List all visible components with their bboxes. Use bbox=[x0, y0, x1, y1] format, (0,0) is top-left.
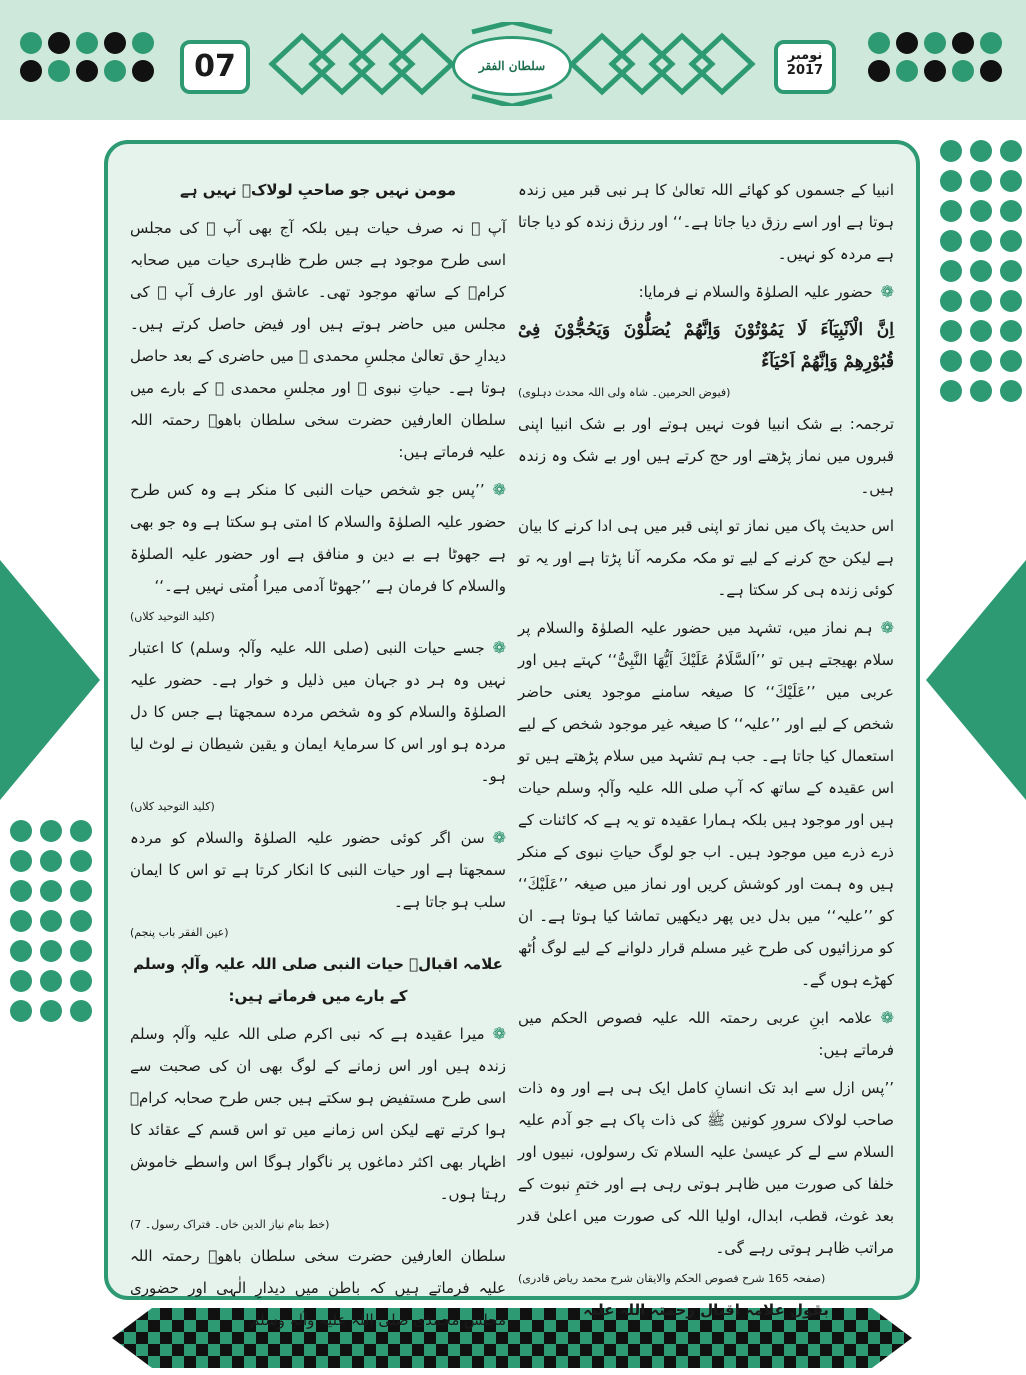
left-column bbox=[130, 174, 506, 1342]
issue-date bbox=[774, 40, 836, 94]
reference: (خط بنام نیاز الدین خاں۔ فتراک رسول۔ 7) bbox=[130, 1218, 330, 1231]
paragraph-text: علامہ ابنِ عربی رحمتہ اللہ علیہ فصوص الحکم میں فرماتے ہیں: bbox=[518, 1009, 894, 1059]
paragraph bbox=[518, 276, 894, 308]
flower-bullet-icon: ❁ bbox=[492, 480, 506, 499]
quote bbox=[130, 474, 506, 602]
paragraph: آپ ﷺ نہ صرف حیات ہیں بلکہ آج بھی آپ ﷺ کی مجلس اسی طرح موجود ہے جس طرح ظاہری حیات میں صحابہ کرامؓ کے ساتھ موجود تھی۔ عاشق اور عارف آپ ﷺ کی مجلس میں حاضر ہوتے ہیں اور فیض حاصل کرتے ہیں۔ دیدارِ حق تعالیٰ مجلسِ محمدی ﷺ میں حاضری کے بعد حاصل ہوتا ہے۔ حیاتِ نبوی ﷺ اور مجلسِ محمدی ﷺ کے بارے میں سلطان العارفین حضرت سخی سلطان باھوؒ رحمتہ اللہ علیہ فرماتے ہیں: bbox=[130, 219, 506, 461]
reference: (عین الفقر باب پنجم) bbox=[130, 926, 229, 939]
paragraph-text: ہم نماز میں، تشہد میں حضور علیہ الصلوٰۃ والسلام پر سلام بھیجتے ہیں تو ’’اَلسَّلَامُ عَلَیْكَ اَیُّھَا النَّبِیُّ‘‘ کہتے ہیں اور عربی میں ’’عَلَیْكَ‘‘ کا صیغہ سامنے موجود یعنی حاضر شخص کے لیے اور ’’علیہ‘‘ کا صیغہ غیر موجود شخص کے لیے استعمال کیا جاتا ہے۔ جب ہم تشہد میں سلام پڑھتے ہیں تو اس عقیدہ کے ساتھ کہ آپ صلی اللہ علیہ وآلہٖ وسلم حیات ہیں اور موجود ہیں بلکہ ہمارا عقیدہ تو یہ ہے کہ کائنات کے ذرے ذرے میں موجود ہیں۔ اب جو لوگ حیاتِ نبوی کے منکر ہیں وہ ہمت اور کوشش کریں اور نماز میں صیغہ ’’عَلَیْكَ‘‘ کو ’’علیہ‘‘ میں بدل دیں پھر دیکھیں تماشا کیا ہوتا ہے۔ ان کو مرزائیوں کی طرح غیر مسلم قرار دلوانے کے لیے لوگ اُٹھ کھڑے ہوں گے۔ bbox=[518, 619, 894, 989]
paragraph: علامہ اقبالؒ حیات النبی صلی اللہ علیہ وآلہٖ وسلم کے بارے میں فرماتے ہیں: bbox=[133, 955, 503, 1005]
flower-bullet-icon: ❁ bbox=[492, 828, 506, 847]
paragraph-text: حضور علیہ الصلوٰۃ والسلام نے فرمایا: bbox=[638, 283, 873, 301]
paragraph-text: سن اگر کوئی حضور علیہ الصلوٰۃ والسلام کو مردہ سمجھتا ہے اور حیات النبی کا انکار کرتا ہے تو اس کا ایمان سلب ہو جاتا ہے۔ bbox=[130, 829, 506, 911]
paragraph bbox=[518, 612, 894, 996]
quote: ’’پس ازل سے ابد تک انسانِ کامل ایک ہی ہے اور وہ ذات صاحب لولاک سرورِ کونین ﷺ کی ذات پاک ہے جو آدم علیہ السلام سے لے کر عیسیٰ علیہ السلام تک رسولوں، نبیوں اور خلفا کی صورت میں ظاہر ہوتی رہی ہے اور ختمِ نبوت کے بعد غوث، قطب، ابدال، اولیا اللہ کی صورت میں اعلیٰ قدر مراتب ظاہر ہوتی رہے گی۔ bbox=[518, 1079, 894, 1257]
quote bbox=[130, 632, 506, 792]
paragraph: اس حدیث پاک میں نماز تو اپنی قبر میں ہی ادا کرنے کا بیان ہے لیکن حج کرنے کے لیے تو مکہ مکرمہ آنا پڑتا ہے اور یہ تو کوئی زندہ ہی کر سکتا ہے۔ bbox=[518, 517, 894, 599]
translation: ترجمہ: بے شک انبیا فوت نہیں ہوتے اور بے شک انبیا اپنی قبروں میں نماز پڑھتے اور حج کرتے ہیں اور بے شک وہ زندہ ہیں۔ bbox=[518, 415, 894, 497]
paragraph: سلطان العارفین حضرت سخی سلطان باھوؒ رحمتہ اللہ علیہ فرماتے ہیں کہ باطن میں دیدارِ الٰہی اور حضوری مجلسِ محمدی صلی اللہ علیہ وآلہٖ وسلم bbox=[130, 1247, 506, 1329]
paragraph-text: میرا عقیدہ ہے کہ نبی اکرم صلی اللہ علیہ وآلہٖ وسلم زندہ ہیں اور اس زمانے کے لوگ بھی ان کی صحبت سے اسی طرح مستفیض ہو سکتے ہیں جس طرح صحابہ کرامؓ ہوا کرتے تھے لیکن اس زمانے میں تو اس قسم کے عقائد کا اظہار بھی اکثر دماغوں پر ناگوار ہوگا اس واسطے خاموش رہتا ہوں۔ bbox=[130, 1025, 506, 1203]
arabic-hadith: اِنَّ الْاَنْبِیَآءَ لَا یَمُوْتُوْنَ وَاِنَّھُمْ یُصَلُّوْنَ وَیَحُجُّوْنَ فِیْ قُبُوْرِھِمْ وَاِنَّھُمْ اَحْیَآءٌ bbox=[518, 320, 894, 372]
paragraph-text: جسے حیات النبی (صلی اللہ علیہ وآلہٖ وسلم) کا اعتبار نہیں وہ ہر دو جہان میں ذلیل و خوار ہے۔ حضور علیہ الصلوٰۃ والسلام کو وہ شخص مردہ سمجھتا ہے جس کا دل مردہ ہو اور اس کا سرمایۂ ایمان و یقین شیطان نے لوٹ لیا ہو۔ bbox=[130, 639, 506, 785]
issue-year: 2017 bbox=[786, 63, 824, 78]
flower-bullet-icon: ❁ bbox=[880, 1008, 894, 1027]
reference: (کلید التوحید کلاں) bbox=[130, 800, 215, 813]
quote bbox=[130, 1018, 506, 1210]
flower-bullet-icon: ❁ bbox=[492, 1024, 506, 1043]
article-panel bbox=[104, 140, 920, 1329]
attribution: بقول علامہ اقبال رحمتہ اللہ علیہ bbox=[583, 1301, 829, 1319]
right-column bbox=[518, 174, 894, 1332]
page-number: 07 bbox=[180, 40, 250, 94]
issue-month: نومبر bbox=[787, 48, 823, 63]
flower-bullet-icon: ❁ bbox=[880, 282, 894, 301]
magazine-logo: سلطان الفقر bbox=[452, 36, 572, 96]
reference: (کلید التوحید کلاں) bbox=[130, 610, 215, 623]
paragraph bbox=[518, 1002, 894, 1066]
reference: (فیوض الحرمین۔ شاہ ولی اللہ محدث دہلوی) bbox=[518, 386, 731, 399]
paragraph-text: ’’پس جو شخص حیات النبی کا منکر ہے وہ کس طرح حضور علیہ الصلوٰۃ والسلام کا امتی ہو سکتا ہے وہ جو بھی ہے جھوٹا ہے بے دین و منافق ہے اور حضور علیہ الصلوٰۃ والسلام کا فرمان ہے ’’جھوٹا آدمی میرا اُمتی نہیں ہے۔‘‘ bbox=[130, 481, 506, 595]
flower-bullet-icon: ❁ bbox=[492, 638, 506, 657]
quote bbox=[130, 822, 506, 918]
verse: مومن نہیں جو صاحبِ لولاکؐ نہیں ہے bbox=[179, 181, 457, 199]
paragraph: انبیا کے جسموں کو کھائے اللہ تعالیٰ کا ہر نبی قبر میں زندہ ہوتا ہے اور اسے رزق دیا جاتا ہے۔‘‘ اور رزق زندہ کو دیا جاتا ہے مردہ کو نہیں۔ bbox=[518, 181, 894, 263]
flower-bullet-icon: ❁ bbox=[880, 618, 894, 637]
reference: (صفحہ 165 شرح فصوص الحکم والایقان شرح محمد ریاض قادری) bbox=[518, 1272, 826, 1285]
